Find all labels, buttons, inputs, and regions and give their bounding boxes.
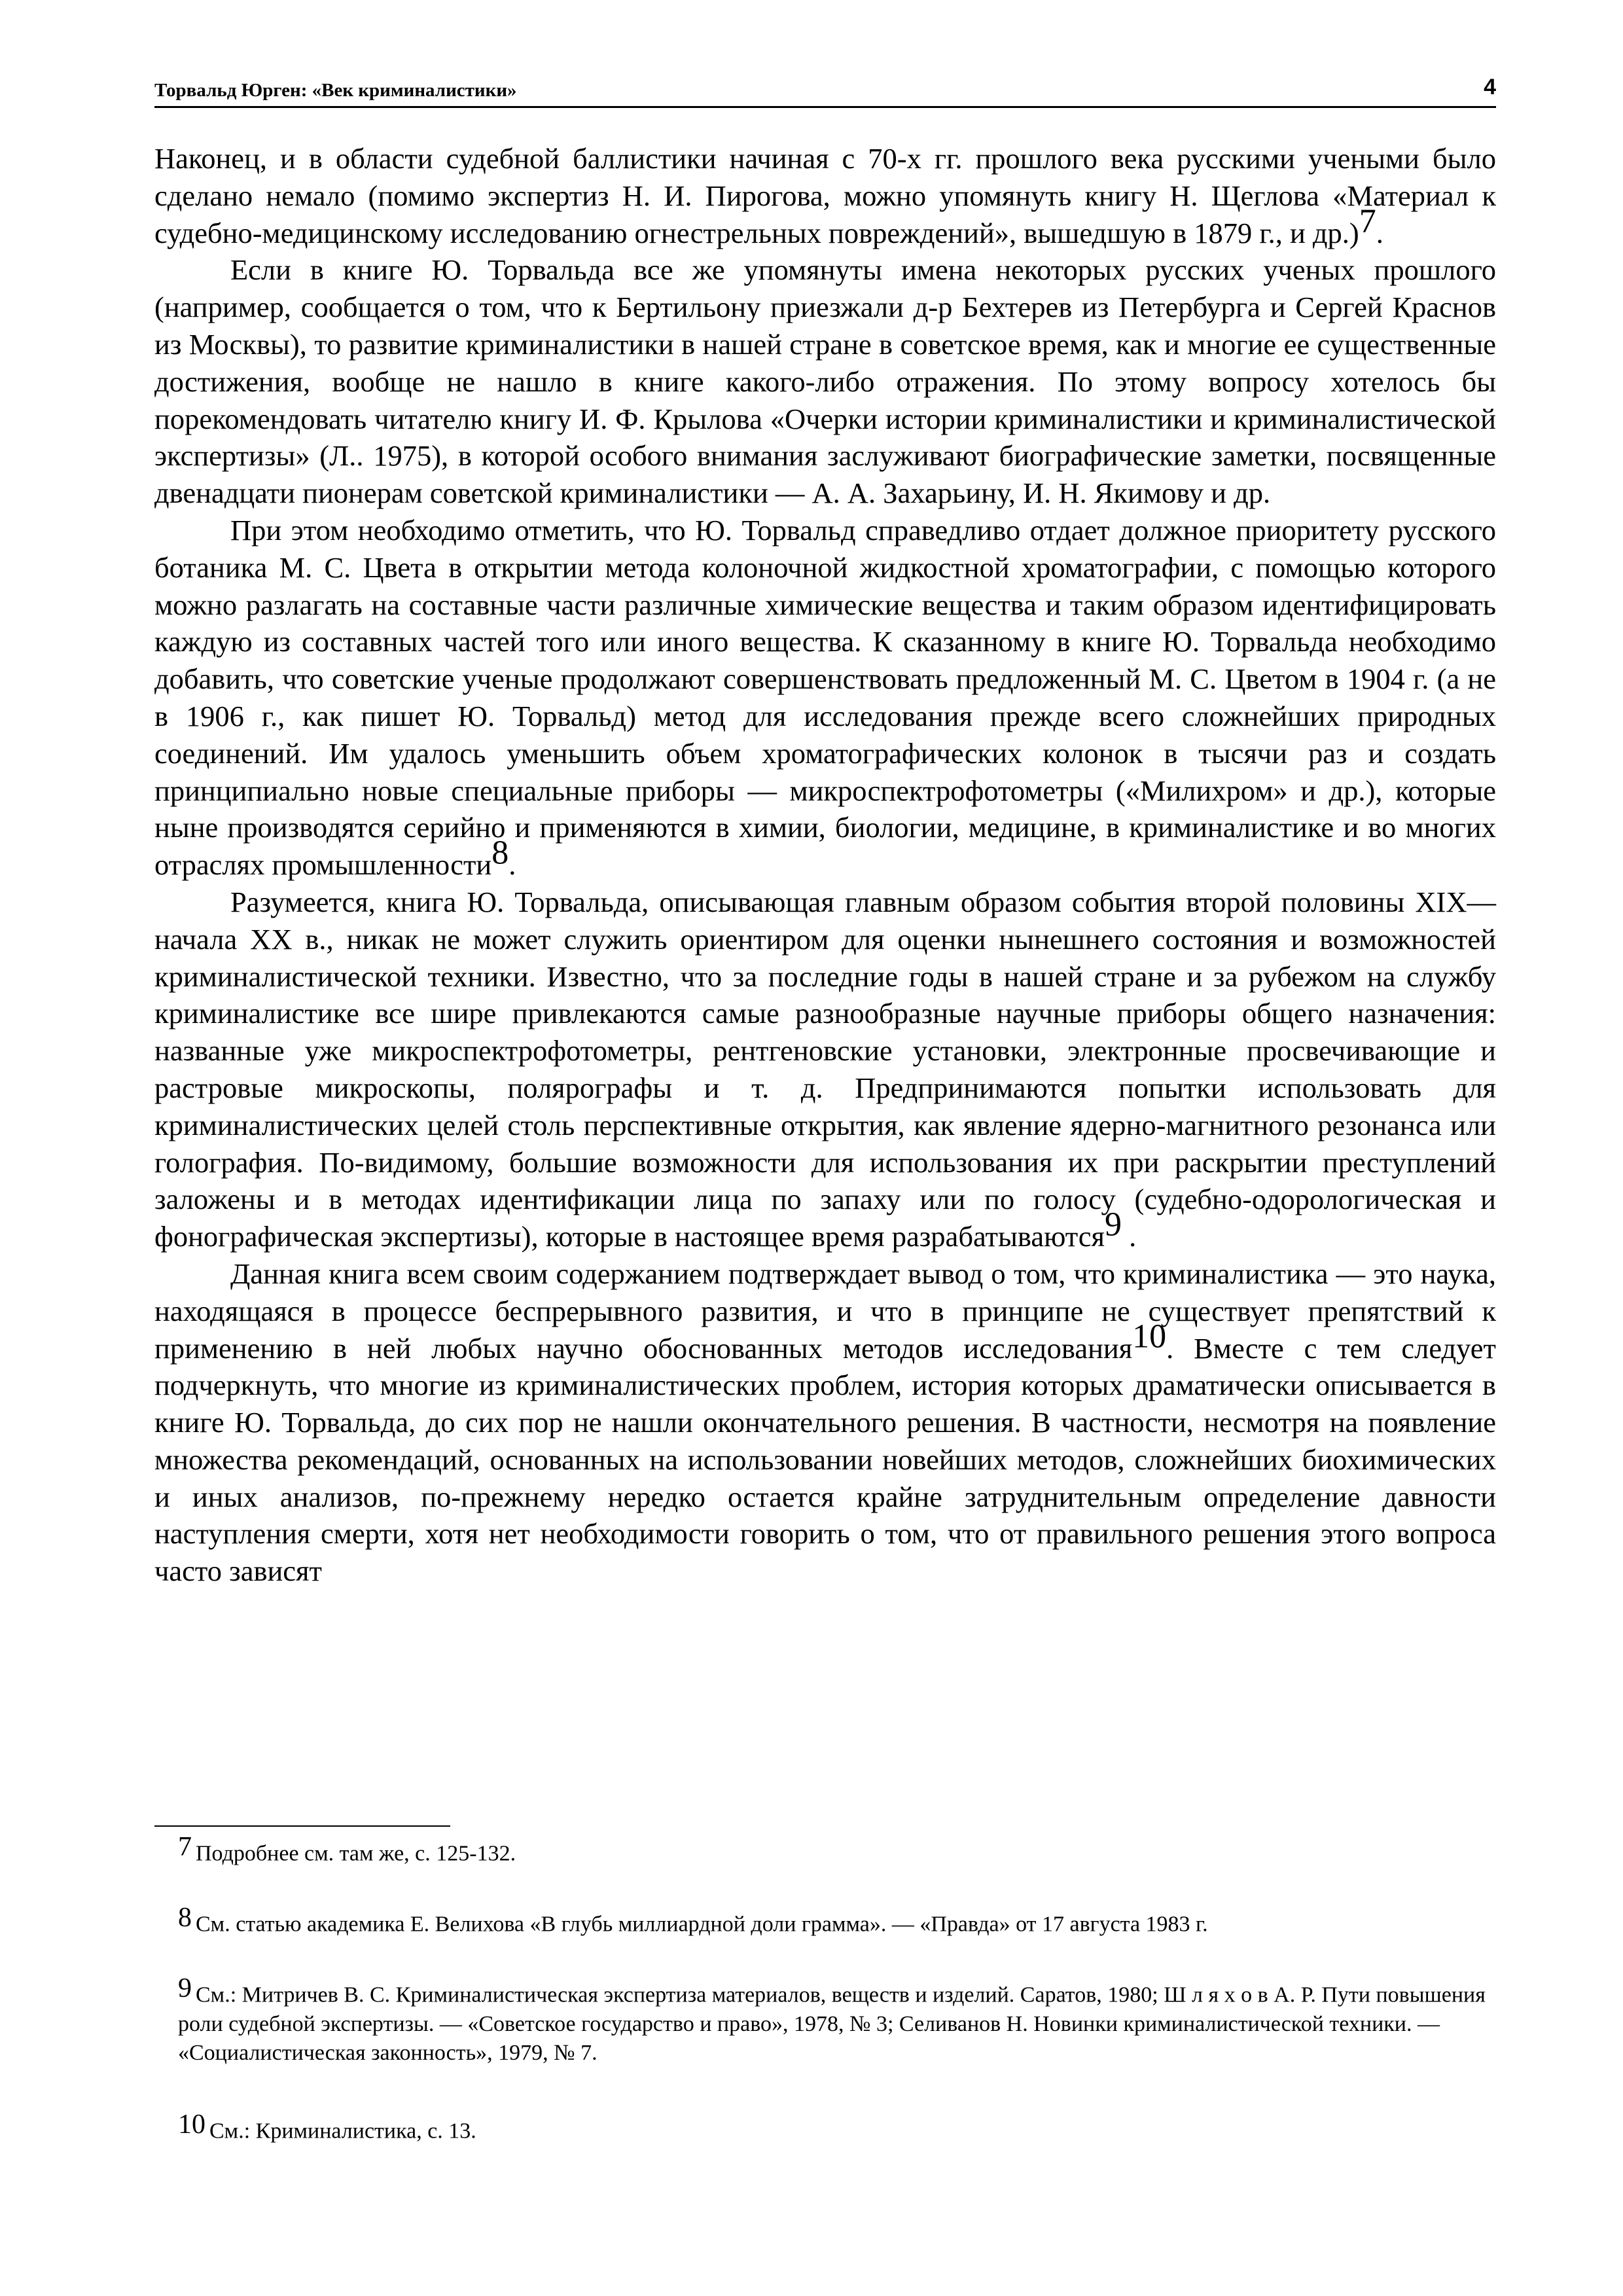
header-title: Торвальд Юрген: «Век криминалистики» xyxy=(154,80,517,101)
paragraph-text: Данная книга всем своим содержанием подтверждает вывод о том, что криминалистика — это наука, находящаяся в процессе беспрерывного развития, и что в принципе не существует препятствий к применению в ней любых научно обоснованных методов исследования xyxy=(154,1257,1496,1365)
footnote-ref: 7 xyxy=(1359,202,1376,240)
paragraph-tail: . xyxy=(1376,216,1383,249)
footnote-text: См. статью академика Е. Велихова «В глубь миллиардной доли грамма». — «Правда» от 17 августа 1983 г. xyxy=(196,1912,1208,1937)
paragraph-tail: . Вместе с тем следует подчеркнуть, что многие из криминалистических проблем, история которых драматически описывается в книге Ю. Торвальда, до сих пор не нашли окончательного решения. В частности, несмотря на появление множества рекомендаций, основанных на использовании новейших методов, сложнейших биохимических и иных анализов, по-прежнему нередко остается крайне затруднительным определение давности наступления смерти, хотя нет необходимости говорить о том, что от правильного решения этого вопроса часто зависят xyxy=(154,1331,1496,1588)
footnote-text: См.: Криминалистика, с. 13. xyxy=(209,2119,476,2144)
footnote-item xyxy=(154,1833,1496,1869)
footnote-separator xyxy=(154,1825,450,1827)
main-text xyxy=(154,140,1496,1590)
footnote-text: Подробнее см. там же, с. 125-132. xyxy=(196,1841,516,1866)
paragraph-tail: . xyxy=(1121,1220,1137,1253)
paragraph xyxy=(154,512,1496,884)
footnote-number: 7 xyxy=(178,1832,192,1862)
footnote-item xyxy=(154,1974,1496,2068)
footnote-ref: 8 xyxy=(491,834,509,872)
paragraph-text: Если в книге Ю. Торвальда все же упомянуты имена некоторых русских ученых прошлого (например, сообщается о том, что к Бертильону приезжали д-р Бехтерев из Петербурга и Сергей Краснов из Москвы), то развитие криминалистики в нашей стране в советское время, как и многие ее существенные достижения, вообще не нашло в книге какого-либо отражения. По этому вопросу хотелось бы порекомендовать читателю книгу И. Ф. Крылова «Очерки истории криминалистики и криминалистической экспертизы» (Л.. 1975), в которой особого внимания заслуживают биографические заметки, посвященные двенадцати пионерам советской криминалистики — А. А. Захарьину, И. Н. Якимову и др. xyxy=(154,253,1496,510)
paragraph-tail: . xyxy=(508,848,516,882)
footnote-number: 10 xyxy=(178,2109,205,2140)
page-number: 4 xyxy=(1484,75,1496,99)
footnote-text: См.: Митричев В. С. Криминалистическая экспертиза материалов, веществ и изделий. Саратов, 1980; Ш л я х о в А. Р. Пути повышения роли судебной экспертизы. — «Советское государство и право», 1978, № 3; Селиванов Н. Новинки криминалистической техники. — «Социалистическая законность», 1979, № 7. xyxy=(178,1982,1486,2065)
paragraph xyxy=(154,140,1496,251)
paragraph-text: При этом необходимо отметить, что Ю. Торвальд справедливо отдает должное приоритету русского ботаника М. С. Цвета в открытии метода колоночной жидкостной хроматографии, с помощью которого можно разлагать на составные части различные химические вещества и таким образом идентифицировать каждую из составных частей того или иного вещества. К сказанному в книге Ю. Торвальда необходимо добавить, что советские ученые продолжают совершенствовать предложенный М. С. Цветом в 1904 г. (а не в 1906 г., как пишет Ю. Торвальд) метод для исследования прежде всего сложнейших природных соединений. Им удалось уменьшить объем хроматографических колонок в тысячи раз и создать принципиально новые специальные приборы — микроспектрофотометры («Милихром» и др.), которые ныне производятся серийно и применяются в химии, биологии, медицине, в криминалистике и во многих отраслях промышленности xyxy=(154,513,1496,882)
footnote-item xyxy=(154,1903,1496,1939)
paragraph xyxy=(154,884,1496,1255)
paragraph xyxy=(154,1255,1496,1590)
footnote-number: 8 xyxy=(178,1903,192,1933)
running-header xyxy=(154,72,1496,108)
paragraph-text: Наконец, и в области судебной баллистики начиная с 70-х гг. прошлого века русскими учеными было сделано немало (помимо экспертиз Н. И. Пирогова, можно упомянуть книгу Н. Щеглова «Материал к судебно-медицинскому исследованию огнестрельных повреждений», вышедшую в 1879 г., и др.) xyxy=(154,142,1496,249)
footnote-number: 9 xyxy=(178,1973,192,2003)
footnote-item xyxy=(154,2110,1496,2146)
footnote-ref: 9 xyxy=(1104,1206,1122,1244)
footnote-ref: 10 xyxy=(1132,1317,1167,1355)
paragraph-text: Разумеется, книга Ю. Торвальда, описывающая главным образом события второй половины XIX—начала XX в., никак не может служить ориентиром для оценки нынешнего состояния и возможностей криминалистической техники. Известно, что за последние годы в нашей стране и за рубежом на службу криминалистике все шире привлекаются самые разнообразные научные приборы общего назначения: названные уже микроспектрофотометры, рентгеновские установки, электронные просвечивающие и растровые микроскопы, полярографы и т. д. Предпринимаются попытки использовать для криминалистических целей столь перспективные открытия, как явление ядерно-магнитного резонанса или голография. По-видимому, большие возможности для использования их при раскрытии преступлений заложены и в методах идентификации лица по запаху или по голосу (судебно-одорологическая и фонографическая экспертизы), которые в настоящее время разрабатываются xyxy=(154,885,1496,1253)
paragraph xyxy=(154,251,1496,512)
